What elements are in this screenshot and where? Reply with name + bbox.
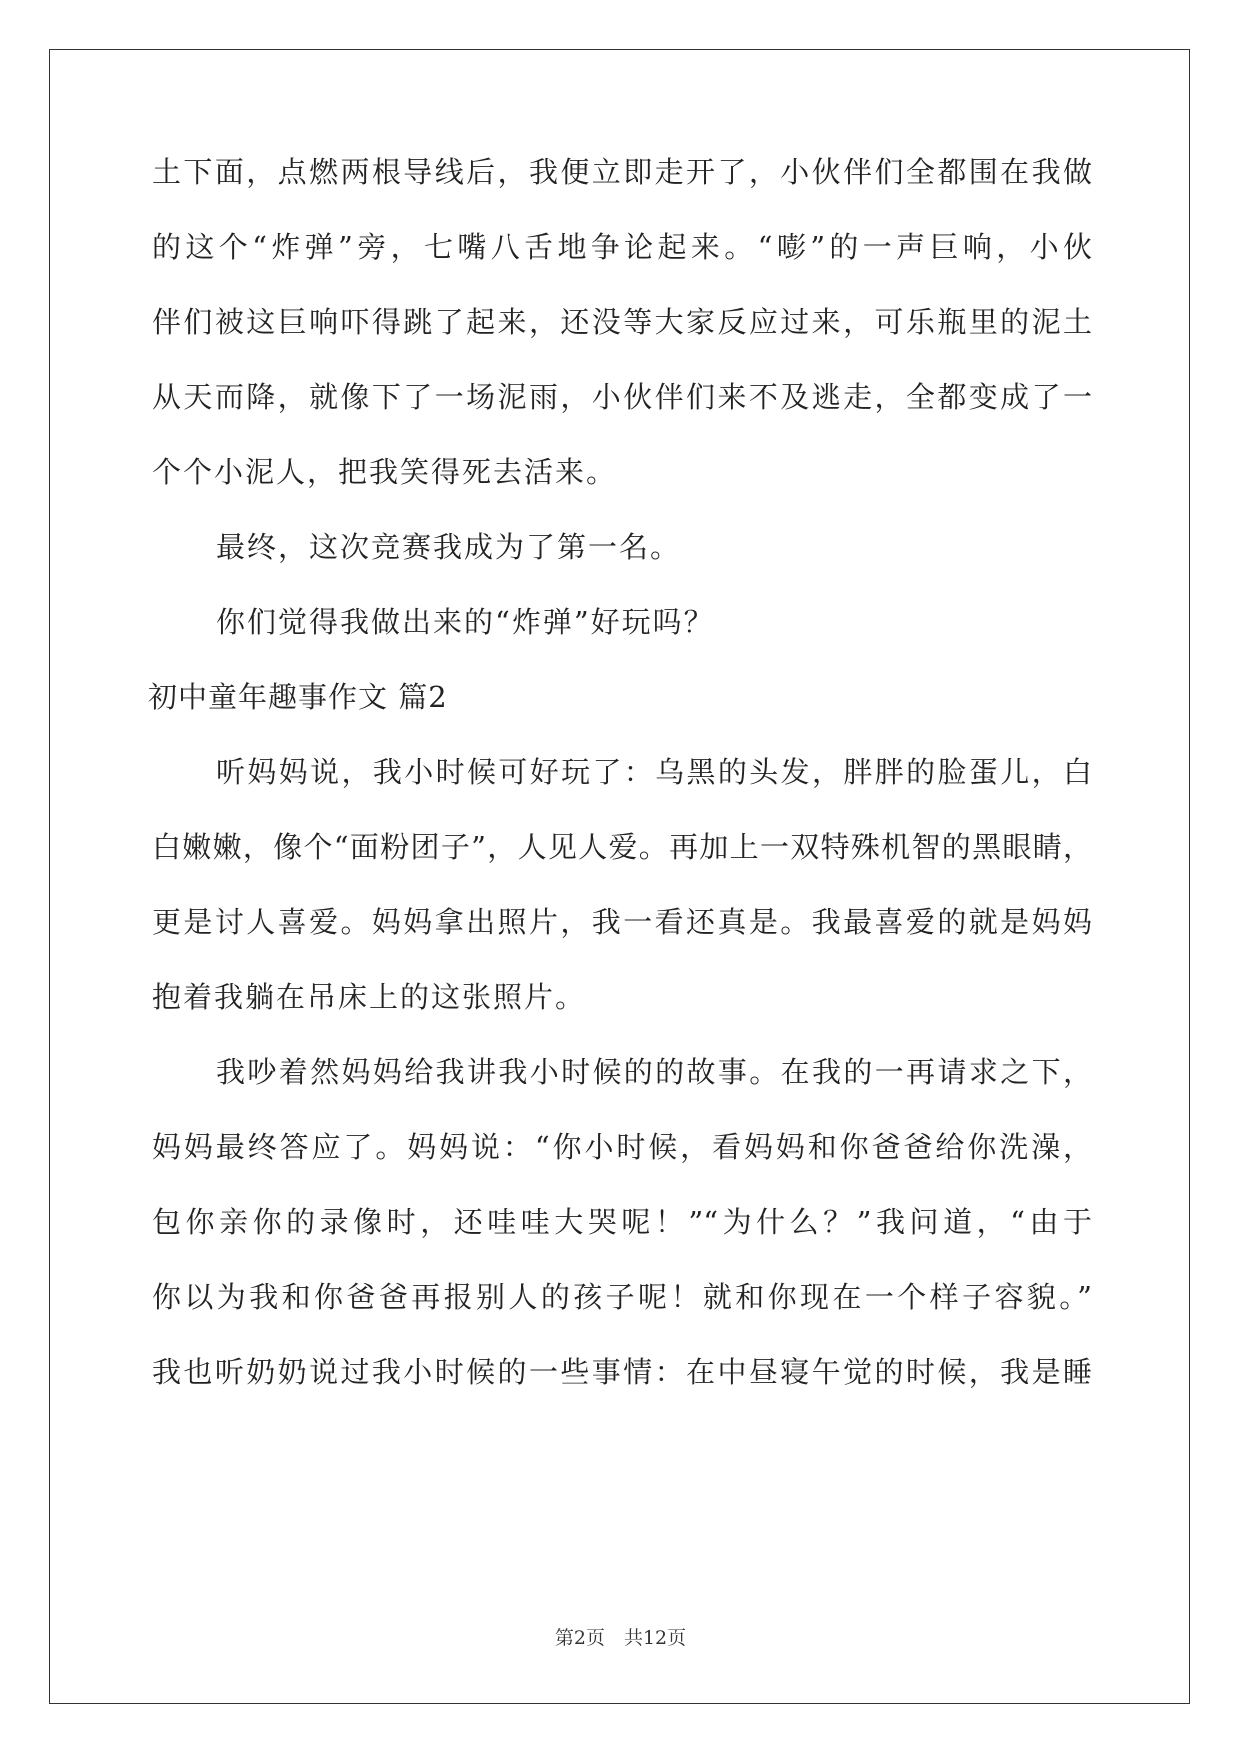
paragraph-line: 的这个“炸弹”旁，七嘴八舌地争论起来。“嘭”的一声巨响，小伙 [152, 230, 1092, 264]
paragraph-line: 白嫩嫩，像个“面粉团子”，人见人爱。再加上一双特殊机智的黑眼睛， [152, 830, 1092, 864]
paragraph-line: 妈妈最终答应了。妈妈说：“你小时候，看妈妈和你爸爸给你洗澡， [152, 1130, 1092, 1164]
page-border [49, 49, 1190, 1704]
paragraph-line: 我也听奶奶说过我小时候的一些事情：在中昼寝午觉的时候，我是睡 [152, 1355, 1092, 1389]
paragraph-line: 听妈妈说，我小时候可好玩了：乌黑的头发，胖胖的脸蛋儿，白 [216, 755, 1092, 789]
paragraph-line: 从天而降，就像下了一场泥雨，小伙伴们来不及逃走，全都变成了一 [152, 380, 1092, 414]
paragraph-line: 土下面，点燃两根导线后，我便立即走开了，小伙伴们全都围在我做 [152, 155, 1092, 189]
paragraph-line: 伴们被这巨响吓得跳了起来，还没等大家反应过来，可乐瓶里的泥土 [152, 305, 1092, 339]
paragraph-line: 个个小泥人，把我笑得死去活来。 [152, 455, 618, 489]
page-footer: 第2页 共12页 [554, 1627, 687, 1649]
section-heading: 初中童年趣事作文 篇2 [148, 680, 448, 714]
paragraph-line: 我吵着然妈妈给我讲我小时候的的故事。在我的一再请求之下， [216, 1055, 1092, 1089]
paragraph-line: 抱着我躺在吊床上的这张照片。 [152, 980, 587, 1014]
paragraph-line: 更是讨人喜爱。妈妈拿出照片，我一看还真是。我最喜爱的就是妈妈 [152, 905, 1092, 939]
paragraph-line: 最终，这次竞赛我成为了第一名。 [216, 530, 682, 564]
paragraph-line: 你们觉得我做出来的“炸弹”好玩吗？ [216, 605, 715, 639]
paragraph-line: 你以为我和你爸爸再报别人的孩子呢！就和你现在一个样子容貌。” [152, 1280, 1092, 1314]
paragraph-line: 包你亲你的录像时，还哇哇大哭呢！”“为什么？”我问道，“由于 [152, 1205, 1092, 1239]
